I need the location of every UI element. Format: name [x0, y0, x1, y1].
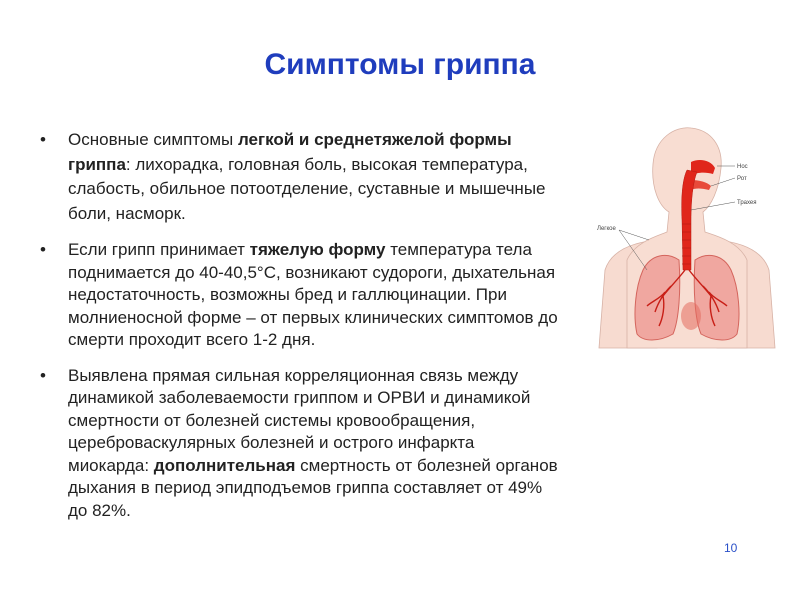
page-number: 10: [724, 541, 738, 555]
label-lungs: Легкое: [597, 226, 616, 232]
bullet-marker: •: [40, 365, 46, 385]
bullet-text: : лихорадка, головная боль, высокая температура, слабость, обильное потоотделение, суставные и мышечные боли, насморк.: [68, 154, 546, 223]
bullet-item: [40, 365, 560, 523]
bullet-text: смертность от болезней органов дыхания в период эпидподъемов гриппа составляет от 49% до 82%.: [68, 455, 558, 520]
bullet-item: [40, 239, 560, 352]
bullet-marker: •: [40, 240, 46, 259]
bullet-item: [40, 128, 560, 226]
heart: [681, 302, 701, 330]
label-mouth: Рот: [737, 176, 747, 182]
respiratory-system-illustration: [587, 120, 787, 360]
bullet-text: Выявлена прямая сильная корреляционная связь между динамикой заболеваемости гриппом и ОРВИ и динамикой смертности от болезней системы кровообращения, цереброваскулярных болезней и острого инфаркта миокарда:: [68, 365, 531, 475]
bullet-emphasis: тяжелую форму: [249, 240, 386, 259]
bullet-list: [40, 128, 560, 522]
bullet-emphasis: легкой и среднетяжелой формы гриппа: [68, 130, 512, 174]
bullet-emphasis: дополнительная: [153, 455, 296, 475]
bullet-text: температура тела поднимается до 40-40,5°С, возникают судороги, дыхательная недостаточность, возможны бред и галлюцинации. При молниеносной форме – от первых клинических симптомов до смерти проходит всего 1-2 дня.: [68, 240, 558, 349]
label-nose: Нос: [737, 164, 748, 170]
label-trachea: Трахея: [737, 200, 757, 206]
bullet-text: Основные симптомы: [68, 130, 238, 149]
bullet-text: Если грипп принимает: [68, 240, 250, 259]
slide-title: Симптомы гриппа: [264, 48, 536, 81]
bullet-marker: •: [40, 130, 46, 149]
